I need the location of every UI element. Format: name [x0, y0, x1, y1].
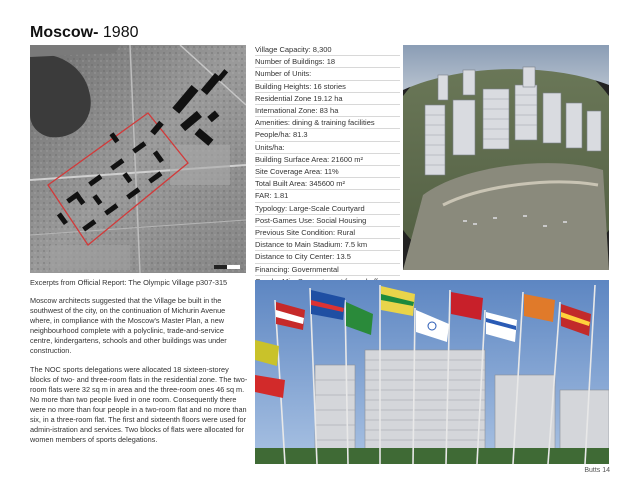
stat-item: Distance to Main Stadium: 7.5 km [255, 239, 400, 251]
page-footer: Butts 14 [584, 467, 610, 474]
stat-item: Number of Buildings: 18 [255, 56, 400, 68]
stat-item: Residential Zone 19.12 ha [255, 93, 400, 105]
aerial-site-plan-graphic [30, 45, 246, 273]
flags-photo [255, 280, 609, 464]
flags-photo-graphic [255, 280, 609, 464]
stat-item: Financing: Governmental [255, 264, 400, 276]
paragraph-site-location: Moscow architects suggested that the Village be built in the southwest of the city, on the continuation of Michurin Avenue where, in compliance with the Moscow's Master Plan, a new neighbourhood complete with a polyclinic, trade-and-service centre, kindergartens, schools and other buildings was under construction. [30, 296, 227, 355]
image-caption: Excerpts from Official Report: The Olympic Village p307-315 [30, 278, 228, 287]
stat-item: Typology: Large-Scale Courtyard [255, 203, 400, 215]
stat-item: Post-Games Use: Social Housing [255, 215, 400, 227]
stat-item: Units/ha: [255, 142, 400, 154]
body-text [30, 296, 248, 445]
stat-item: Amenities: dining & training facilities [255, 117, 400, 129]
aerial-photo-village [403, 45, 609, 270]
stat-item: Total Built Area: 345600 m² [255, 178, 400, 190]
stat-item: Building Heights: 16 stories [255, 81, 400, 93]
stat-item: Number of Units: [255, 68, 400, 80]
page-title [30, 24, 139, 42]
village-stats-list [255, 44, 400, 288]
stat-item: Previous Site Condition: Rural [255, 227, 400, 239]
stat-item: Site Coverage Area: 11% [255, 166, 400, 178]
aerial-site-plan-image [30, 45, 246, 273]
stat-item: Distance to City Center: 13.5 [255, 251, 400, 263]
stat-item: International Zone: 83 ha [255, 105, 400, 117]
stat-item: Village Capacity: 8,300 [255, 44, 400, 56]
paragraph-housing-allocation: The NOC sports delegations were allocated 18 sixteen-storey blocks of two- and three-room flats in the residential zone. The two-room flats were 32 sq m in area and the three-room ones 46 sq m. No more than two people lived in one room. Consequently there were no more than four people in a two-room flat and no more than six, in a three-room flat. The first and sixteenth floors were used for admin-istration and services. Two blocks of flats were allocated for women members of sports delegations. [30, 365, 248, 444]
aerial-photo-graphic [403, 45, 609, 270]
page-title-city: Moscow- [30, 24, 99, 41]
stat-item: People/ha: 81.3 [255, 129, 400, 141]
stat-item: Building Surface Area: 21600 m² [255, 154, 400, 166]
page-title-year: 1980 [102, 24, 139, 41]
stat-item: FAR: 1.81 [255, 190, 400, 202]
